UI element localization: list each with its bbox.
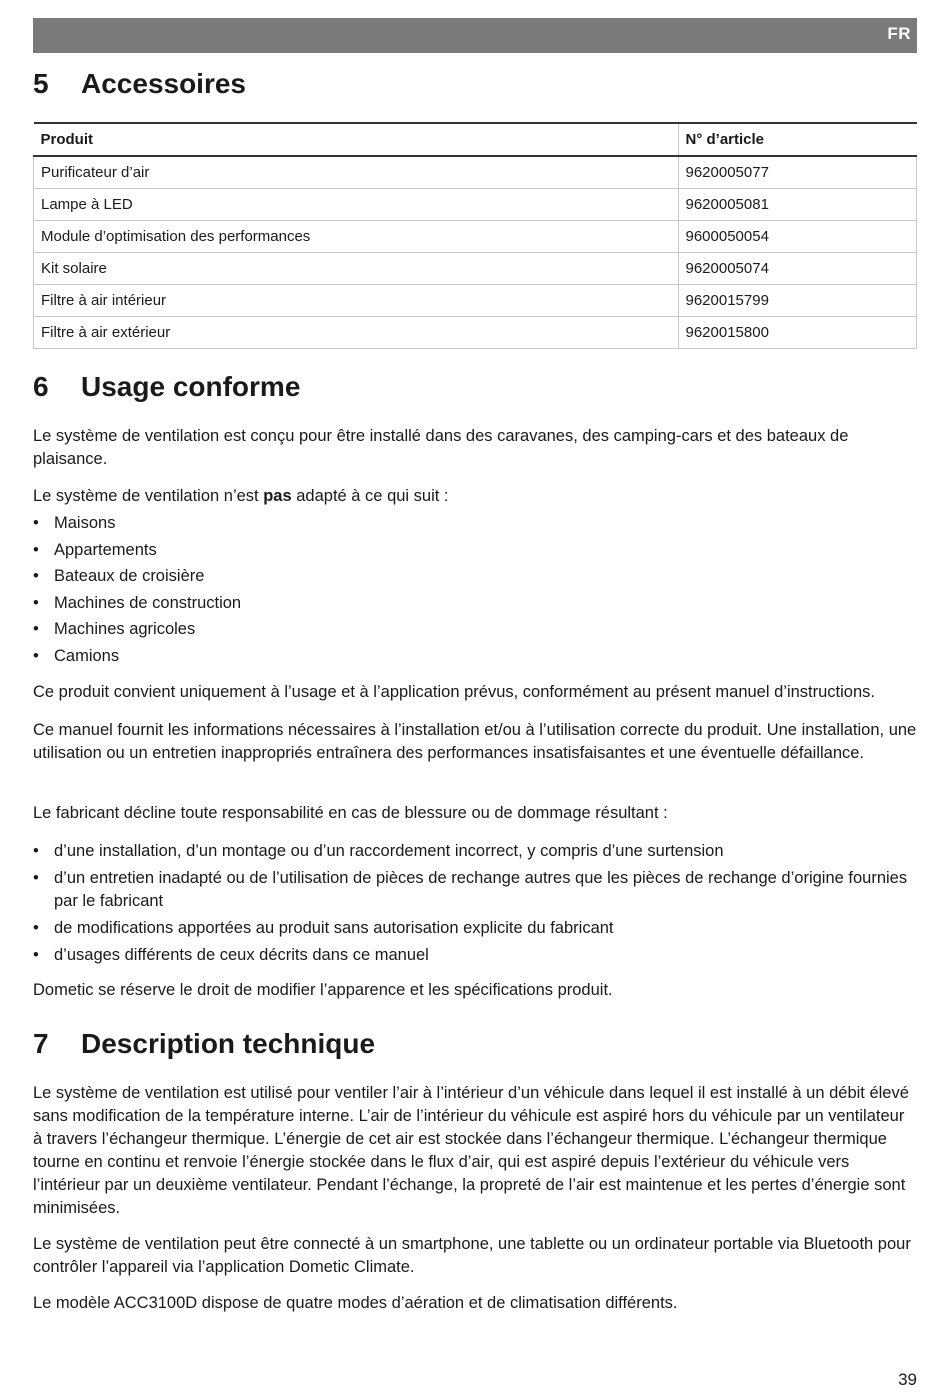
page-number: 39 — [898, 1370, 917, 1389]
paragraph-model-modes: Le modèle ACC3100D dispose de quatre modes d’aération et de climatisation différents. — [33, 1294, 678, 1312]
list-item: • Machines agricoles — [33, 616, 917, 643]
list-item: • Camions — [33, 643, 917, 670]
list-item: • Appartements — [33, 537, 917, 564]
paragraph-not-suited — [33, 485, 917, 508]
emphasis-pas: pas — [263, 487, 292, 505]
article-number-cell: 9620005077 — [678, 156, 917, 189]
paragraph-liability: Le fabricant décline toute responsabilité en cas de blessure ou de dommage résultant : — [33, 804, 668, 822]
section-title: Accessoires — [81, 68, 247, 99]
list-item: • Bateaux de croisière — [33, 563, 917, 590]
product-cell: Lampe à LED — [34, 189, 679, 221]
section-number: 5 — [33, 68, 49, 99]
table-row — [34, 253, 917, 285]
article-number-cell: 9620005074 — [678, 253, 917, 285]
header-bar — [33, 18, 917, 53]
table-row — [34, 221, 917, 253]
list-item: • de modifications apportées au produit sans autorisation explicite du fabricant — [33, 917, 917, 940]
product-cell: Module d’optimisation des performances — [34, 221, 679, 253]
section-heading-accessoires — [33, 68, 246, 100]
table-row — [34, 317, 917, 349]
product-cell: Filtre à air intérieur — [34, 285, 679, 317]
section-number: 7 — [33, 1028, 49, 1059]
text-fragment: Le système de ventilation n’est — [33, 487, 264, 505]
list-item: • d’une installation, d’un montage ou d’un raccordement incorrect, y compris d’une surtension — [33, 840, 917, 863]
article-number-cell: 9620015799 — [678, 285, 917, 317]
section-heading-usage-conforme — [33, 371, 300, 403]
list-item: • d’usages différents de ceux décrits dans ce manuel — [33, 944, 917, 967]
article-number-cell: 9620015800 — [678, 317, 917, 349]
product-cell: Filtre à air extérieur — [34, 317, 679, 349]
list-item: • Machines de construction — [33, 590, 917, 617]
accessories-table — [33, 122, 917, 349]
section-title: Usage conforme — [81, 371, 301, 402]
paragraph-intended-use: Le système de ventilation est conçu pour être installé dans des caravanes, des camping-cars et des bateaux de plaisance. — [33, 427, 849, 468]
paragraph-dometic-rights: Dometic se réserve le droit de modifier l’apparence et les spécifications produit. — [33, 981, 613, 999]
paragraph-usage-only: Ce produit convient uniquement à l’usage et à l’application prévus, conformément au présent manuel d’instructions. — [33, 683, 875, 701]
table-row — [34, 189, 917, 221]
paragraph-manual-info: Ce manuel fournit les informations nécessaires à l’installation et/ou à l’utilisation correcte du produit. Une installation, une utilisation ou un entretien inappropriés entraînera des performances insatisfaisantes et une éventuelle défaillance. — [33, 721, 917, 762]
paragraph-technical-description: Le système de ventilation est utilisé pour ventiler l’air à l’intérieur d’un véhicule dans lequel il est installé à un débit élevé sans modification de la température interne. L’air de l’intérieur du véhicule est aspiré hors du véhicule par un ventilateur à travers l’échangeur thermique. L’énergie de cet air est stockée dans l’échangeur thermique. L’échangeur thermique tourne en continu et renvoie l’énergie stockée dans le flux d’air, qui est aspiré depuis l’extérieur du véhicule vers l’intérieur par un deuxième ventilateur. Pendant l’échange, la propreté de l’air est maintenue et les pertes d’énergie sont minimisées. — [33, 1084, 909, 1217]
paragraph-bluetooth: Le système de ventilation peut être connecté à un smartphone, une tablette ou un ordinateur portable via Bluetooth pour contrôler l’appareil via l’application Dometic Climate. — [33, 1235, 911, 1276]
section-title: Description technique — [81, 1028, 376, 1059]
text-fragment: adapté à ce qui suit : — [291, 487, 449, 505]
table-header-row — [34, 123, 917, 156]
column-header-article: N° d’article — [678, 123, 917, 156]
column-header-produit: Produit — [34, 123, 679, 156]
section-number: 6 — [33, 371, 49, 402]
table-row — [34, 156, 917, 189]
list-item: • d’un entretien inadapté ou de l’utilisation de pièces de rechange autres que les pièces de rechange d’origine fournies par le fabricant — [33, 867, 917, 913]
article-number-cell: 9620005081 — [678, 189, 917, 221]
list-item: • Maisons — [33, 510, 917, 537]
article-number-cell: 9600050054 — [678, 221, 917, 253]
not-suited-list — [33, 510, 917, 670]
product-cell: Kit solaire — [34, 253, 679, 285]
table-row — [34, 285, 917, 317]
section-heading-description-technique — [33, 1028, 375, 1060]
product-cell: Purificateur d’air — [34, 156, 679, 189]
language-tag: FR — [887, 24, 911, 43]
liability-list — [33, 840, 917, 971]
